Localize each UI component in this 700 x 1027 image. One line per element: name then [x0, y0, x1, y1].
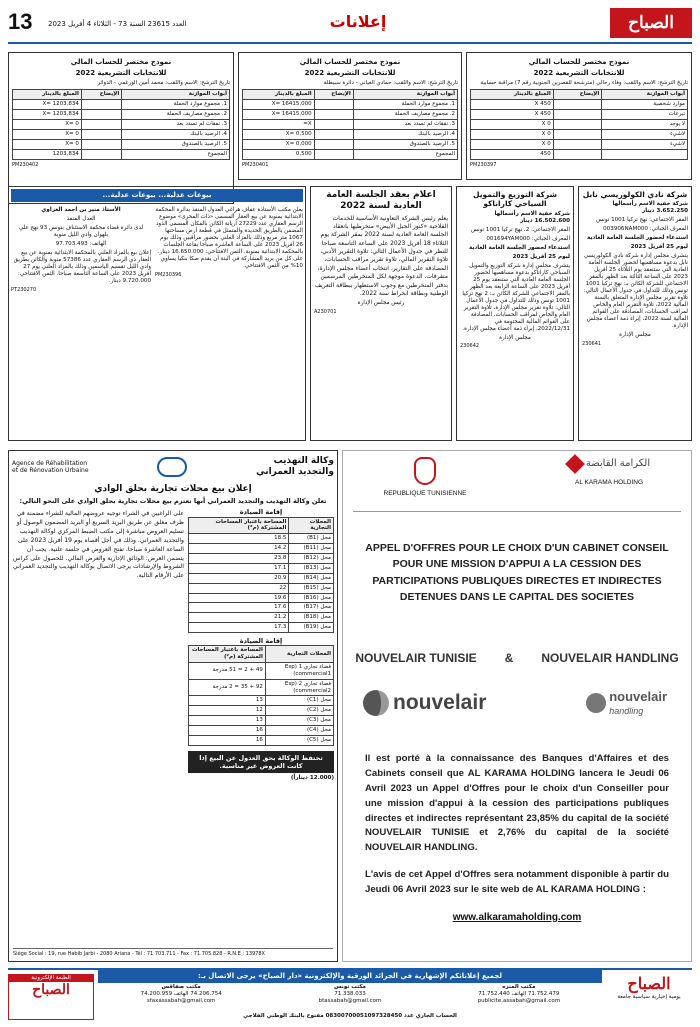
- fin-subtitle: للانتخابات التشريعية 2022: [533, 68, 625, 77]
- shops-table-1: المحلات التجارية المساحة باعتبار المساحات المشتركة (م²) محل (B1) 18.5 محل (B11) 14.2 محل (B12) 23.8 محل (B13) 17.1 محل (B14) 20.9 محل (B15) 22 محل (B16) 19.6 محل (B17) 17.6 محل (B18) 21.2 محل (B19) 17.3: [188, 517, 334, 634]
- fin-subtitle: للانتخابات التشريعية 2022: [75, 68, 167, 77]
- notice-caranaco: شركة التوزيع والتمويل السياحي كاراناكو شركة خفية الاسم رأسمالها 16.502.600 دينار المقر الاجتماعي: 2، نهج تركيا 1001 تونس المعرف الجبائي: 001694YAM000 استدعاء لحضور الجلسة العامة العادية ليوم 25 أفريل 2023 يتشرف مجلس إدارة شركة التوزيع والتمويل السياحي كاراناكو بدعوة مساهميها لحضور الجلسة العامة العادية التي ستنعقد يوم 25 أفريل 2023 على الساعة الرابعة بعد الظهر بالمقر الاجتماعي للشركة الكائن بـ: 2 نهج تركيا 1001 تونس وذلك للتداول في جدول الأعمال التالي: تلاوة تقرير مجلس الإدارة، تلاوة التقرير العام والخاص لمراقب الحسابات، المصادقة على القوائم المالية المختومة في 2022/12/31، إبراء ذمة أعضاء مجلس الإدارة. مجلس الإدارة 230642: [456, 186, 574, 441]
- fin-meta: تاريخ الترشح: الاسم واللقب: محمد أمين الورغمي - الدوائر: [97, 79, 230, 86]
- karama-website-link[interactable]: www.alkaramaholding.com: [452, 911, 582, 923]
- fin-title: نموذج مختصر للحساب المالي: [528, 58, 630, 66]
- karama-holding-ad: REPUBLIQUE TUNISIENNE الكرامة القابضة AL KARAMA HOLDING APPEL D'OFFRES POUR LE CHOIX D'UN CABINET CONSEIL POUR UNE MISSION D'APPUI A LA CESSION DES PARTICIPATIONS PUBLIQUES DIRECTES ET INDIRECTES DETENUES DANS LE CAPITAL DES SOCIETES NOUVELAIR TUNISIE & NOUVELAIR HANDLING nouvelair nouvelair handling Il est porté à la connaissance des Banques d'Affaires et des Cabinets conseil que AL KARAMA HOLDING lancera le Jeudi 06 Avril 2023 un Appel d'Offres pour le choix d'un Conseiller pour une mission d'appui à la cession des participations publiques directes et indirectes représentant 23,85% du capital de la société NOUVELAIR TUNISIE et 2,76% du capital de la société NOUVELAIR HANDLING. L'avis de cet Appel d'Offres sera notamment disponible à partir du Jeudi 06 Avril 2023 sur le site web de AL KARAMA HOLDING : www.alkaramaholding.com: [342, 450, 692, 962]
- fin-meta: تاريخ الترشح: الاسم واللقب: وفاء رحالي (مترشحة للقصرين الجنوبية رقم 7) مراقبة حسابية: [480, 79, 688, 86]
- newspaper-logo: الصباح: [610, 8, 692, 38]
- notice-colorisi: شركة نادي الكولوريسي نابل شركة خفية الاسم رأسمالها 3.652.250 دينار المقر الاجتماعي: نهج تركيا 1001 تونس المعرف الجبائي: 003906NAM000 استدعاء لحضور الجلسة العامة العادية ليوم 25 أفريل 2023 يتشرف مجلس إدارة شركة نادي الكولوريسي نابل بدعوة مساهميها لحضور الجلسة العامة العادية التي ستنعقد يوم الثلاثاء 25 أفريل 2023 على الساعة الثالثة بعد الظهر بالمقر الاجتماعي للشركة الكائن بـ: نهج تركيا 1001 تونس وذلك للتداول في جدول الأعمال التالي: تلاوة تقرير مجلس الإدارة المتعلق بالسنة المالية 2022، تلاوة التقرير العام والخاص لمراقب الحسابات، المصادقة على القوائم المالية لسنة 2022، إبراء ذمة أعضاء مجلس الإدارة. مجلس الإدارة 230641: [578, 186, 692, 441]
- fin-table: أبواب الموازنة الإيضاح المبلغ بالدينار 1. مجموع موارد الحملة X= 16415,000 2. مجموع مصاريف الحملة X= 16415,000 3. نفقات لم تسدد بعد X= 4. الرصيد بالبنك X= 0,500 5. الرصيد بالصندوق X= 0,000 المجموع 0,500: [242, 89, 458, 159]
- notice-assembly: اعلام بعقد الجلسة العامة العادية لسنة 2022 يعلم رئيس الشركة التعاونية الأساسية للخدمات الفلاحية «كنوز الجبل الأبيض» منخرطيها بانعقاد الجلسة العامة العادية لسنة 2022 بمقر الشركة يوم الثلاثاء 18 أفريل 2023 على الساعة التاسعة صباحا للنظر في جدول الأعمال التالي: تلاوة التقرير الأدبي، تلاوة التقرير المالي، تلاوة تقرير مراقب الحسابات، المصادقة على التقارير، انتخاب أعضاء مجلس الإدارة، متفرقات. الدعوة موجهة لكل المنخرطين المرسمين بدفتر المنخرطين مع وجوب الاستظهار ببطاقة التعريف الوطنية وبطاقة انخراط سنة 2022. رئيس مجلس الإدارة A230701: [310, 186, 452, 441]
- fin-title: نموذج مختصر للحساب المالي: [299, 58, 401, 66]
- karama-logo-icon: [565, 454, 585, 474]
- fin-title: نموذج مختصر للحساب المالي: [70, 58, 172, 66]
- arru-sale-ad: Agence de Réhabilitation et de Rénovation Urbaine وكالة التهذيب والتجديد العمراني إعلان بيع محلات تجارية بحلق الوادي تعلن وكالة التهذيب والتجديد العمراني أنها تعتزم بيع محلات تجارية بحلق الوادي على النحو التالي: على الراغبين في الشراء توجيه عروضهم المالية للشراء مضمنة في ظرف مغلق عن طريق البريد السريع أو البريد المضمون الوصول أو تسليم العروض مباشرة إلى مكتب الضبط المركزي لوكالة التهذيب والتجديد العمراني. وذلك في أجل أقصاه يوم 19 أفريل 2023 على الساعة العاشرة صباحا. تفتح العروض في جلسة علنية. يجب أن يتضمن العرض: الوثائق الإدارية والعرض المالي. للحصول على كراس الشروط والإرشادات يرجى الاتصال بوكالة التهذيب والتجديد العمراني على الأرقام التالية. إقامة الصيادة المحلات التجارية المساحة باعتبار المساحات المشتركة (م²) محل (B1) 18.5 محل (B11) 14.2 محل (B12) 23.8 محل (B13) 17.1 محل (B14) 20.9 محل (B15) 22 محل (B16) 19.6 محل (B17) 17.6 محل (B18) 21.2 محل (B19) 17.3 إقامة الصيادة المحلات التجارية المساحة باعتبار المساحات المشتركة (م²) فضاء تجاري 1 (Esp commercial1) 49 + 2 = 51 مدرجة فضاء تجاري 2 (Esp commercial2) 92 + 35 = 2 مدرجة محل (C1) 13 محل (C2) 12 محل (C3) 13 محل (C4) 16 محل (C5) 16 تحتفظ الوكالة بحق العدول عن البيع إذا كانت العروض غير مناسبة. (12.000 ديناراً) Siège Social : 19, rue Habib Jarbi - 2080 Ariana - Tél : 71 703.711 - Fax : 71.705.828 - R.N.E : 13978X: [8, 450, 338, 962]
- ad-ref: PM230397: [470, 161, 497, 168]
- tender-body: Il est porté à la connaissance des Banques d'Affaires et des Cabinets conseil que AL KARAMA HOLDING lancera le Jeudi 06 Avril 2023 un Appel d'Offres pour le choix d'un Conseiller pour une mission d'appui à la cession des participations publiques directes et indirectes représentant 23,85% du capital de la société NOUVELAIR TUNISIE et 2,76% du capital de la société NOUVELAIR HANDLING.: [365, 753, 669, 854]
- judicial-sales: بيوعات عدلية... بيوعات عدلية... يعلن مكتب الأستاذة عفاف هراغي العدول المنفذ بدائرة المحكمة الابتدائية بمنوبة عن بيع العقار المسمى «ذات المحرى» موضوع الرسم العقاري عدد 27229 أريانة الكائن بالمكان المسمى الذود المضمن بالطريق الحديدة والمتمثل في قطعة أرض مساحتها 1067 متر مربع وذلك بالمزاد العلني بحضور مراقبين وذلك يوم 26 أفريل 2023 على الساعة العاشرة صباحا بقاعة الجلسات بالمحكمة الابتدائية بمنوبة. الثمن الافتتاحي: 16.650.000 دينار. على كل من يريد المشاركة في البتة أن يقدم صكا بنكيا يساوي 10% من الثمن الافتتاحي. PM230396 الأستاذ منير بن احمد العزاوي العدل المنفذ لدى دائرة قضاء محكمة الاستئناف بتونس 93 نهج علي بلهوان وادي الليل منوبة الهاتف: 97.703.493 إعلان بيع بالمزاد العلني بالمحكمة الابتدائية بمنوبة عن بيع العقار ذي الرسم العقاري عدد 57386 منوبة والكائن بطريق وادي الليل تقسيم الياسمين وذلك بالمزاد العلني يوم 27 أفريل 2023 على الساعة التاسعة صباحا. الثمن الافتتاحي: 9.720.000 دينار. PT230270: [8, 186, 306, 441]
- financial-account-1: [466, 52, 692, 180]
- page-number: 13: [8, 9, 33, 34]
- footer-logo: الصباح: [627, 974, 671, 993]
- judicial-banner: بيوعات عدلية... بيوعات عدلية...: [11, 189, 303, 202]
- tender-title: APPEL D'OFFRES POUR LE CHOIX D'UN CABINET CONSEIL POUR UNE MISSION D'APPUI A LA CESSION DES PARTICIPATIONS PUBLIQUES DIRECTES ET INDIRECTES DETENUES DANS LE CAPITAL DES SOCIETES: [365, 542, 669, 603]
- tender-availability: L'avis de cet Appel d'Offres sera notamment disponible à partir du Jeudi 06 Avril 2023 sur le site web de AL KARAMA HOLDING :: [365, 869, 669, 895]
- shops-table-2: المحلات التجارية المساحة باعتبار المساحات المشتركة (م²) فضاء تجاري 1 (Esp commercial1) 49 + 2 = 51 مدرجة فضاء تجاري 2 (Esp commercial2) 92 + 35 = 2 مدرجة محل (C1) 13 محل (C2) 12 محل (C3) 13 محل (C4) 16 محل (C5) 16: [188, 645, 334, 746]
- financial-account-2: [238, 52, 462, 180]
- ad-ref: PM230401: [242, 161, 269, 168]
- issue-line: العدد 23615 السنة 73 - الثلاثاء 4 أفريل 2023: [48, 20, 187, 28]
- financial-account-3: [8, 52, 234, 204]
- fin-subtitle: للانتخابات التشريعية 2022: [304, 68, 396, 77]
- fin-table: أبواب الموازنة الإيضاح المبلغ بالدينار 1. مجموع موارد الحملة X= 1203,834 2. مجموع مصاريف الحملة X= 1203,834 3. نفقات لم تسدد بعد X= 0 4. الرصيد بالبنك X= 0 5. الرصيد بالصندوق X= 0 المجموع 1203,834: [12, 89, 230, 159]
- page-header: [8, 8, 692, 44]
- page-footer: لجميع إعلاناتكم الإشهارية في الجرائد الورقية والإلكترونية «دار الصباح» يرجى الاتصال بـ: الصباح يومية إخبارية سياسية جامعة الطبعة الإلكترونية الصباح مكتب المنزه 71.752.479 الهاتف 71.752.440 publicite.assabah@gmail.com مكتب تونس 71.338.033 btassabah@gmail.com مكتب صفاقس 74.206.754 الهاتف 74.200.959 sfaxassabah@gmail.com الحساب الجاري عدد 08300700051097328450 مفتوح بالبنك الوطني الفلاحي: [8, 968, 692, 1020]
- footer-logo-electronic: الصباح: [32, 981, 70, 998]
- fin-meta: تاريخ الترشح: الاسم واللقب: حمادي الغياني - دائرة سبيطلة: [323, 79, 458, 86]
- nouvelair-handling-logo-icon: [586, 693, 606, 713]
- section-title: إعلانات: [329, 12, 387, 31]
- fin-table: أبواب الموازنة الإيضاح المبلغ بالدينار موارد شخصية 450 X تبرعات 450 X لا يوجد 0 X لاشيء 0 X لاشيء 0 X 450: [470, 89, 688, 159]
- ad-ref: PM230402: [12, 161, 39, 168]
- tunisia-emblem-icon: [414, 457, 436, 485]
- arru-logo-icon: [157, 457, 187, 477]
- nouvelair-logo-icon: [363, 690, 389, 716]
